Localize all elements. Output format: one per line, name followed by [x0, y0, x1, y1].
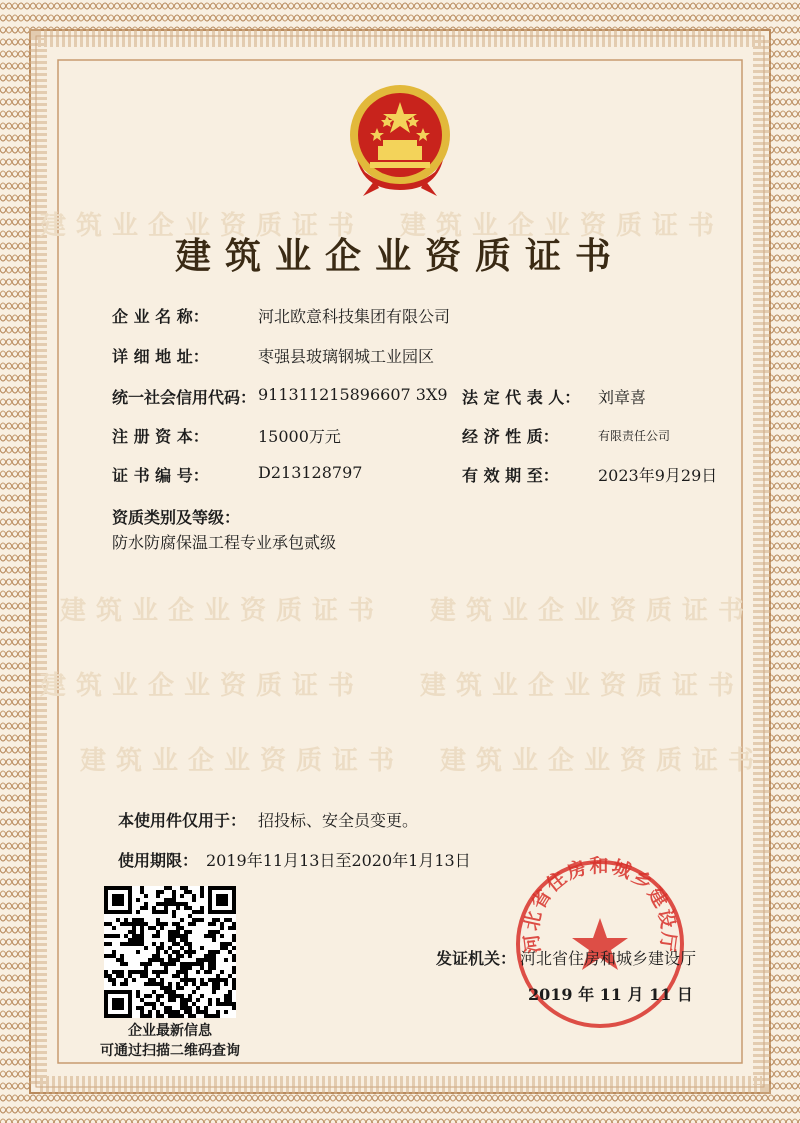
cert-no-label: 证 书 编 号：	[112, 466, 209, 485]
address-label: 详 细 地 址：	[112, 347, 209, 366]
national-emblem-icon	[345, 80, 455, 198]
issuer-label: 发证机关：	[436, 949, 517, 968]
purpose-value: 招投标、安全员变更。	[258, 811, 419, 830]
capital-value: 15000万元	[258, 427, 341, 446]
issue-date: 2019 年 11 月 11 日	[528, 985, 693, 1004]
qualification-label: 资质类别及等级：	[112, 508, 241, 527]
qualification-value: 防水防腐保温工程专业承包贰级	[112, 533, 337, 552]
period-label: 使用期限：	[118, 851, 199, 870]
valid-until-value: 2023年9月29日	[598, 466, 718, 485]
economic-type-label: 经 济 性 质：	[462, 427, 559, 446]
qr-caption-line2: 可通过扫描二维码查询	[100, 1043, 240, 1059]
valid-until-label: 有 效 期 至：	[462, 466, 559, 485]
watermark: 建筑业企业资质证书	[80, 746, 405, 776]
watermark: 建筑业企业资质证书	[430, 596, 755, 626]
certificate-title: 建筑业企业资质证书	[174, 236, 625, 277]
watermark: 建筑业企业资质证书	[40, 671, 365, 701]
purpose-label: 本使用件仅用于：	[118, 811, 247, 830]
legal-rep-label: 法 定 代 表 人：	[462, 388, 581, 407]
svg-text:河北省住房和城乡建设厅: 河北省住房和城乡建设厅	[520, 856, 680, 955]
qr-code[interactable]	[104, 886, 236, 1018]
company-name-value: 河北欧意科技集团有限公司	[258, 307, 451, 326]
capital-label: 注 册 资 本：	[112, 427, 209, 446]
watermark: 建筑业企业资质证书	[400, 211, 725, 241]
issuer-name: 河北省住房和城乡建设厅	[520, 949, 697, 968]
watermark: 建筑业企业资质证书	[40, 211, 365, 241]
watermark: 建筑业企业资质证书	[60, 596, 385, 626]
credit-code-value: 911311215896607 3X9	[258, 385, 448, 404]
official-seal	[512, 856, 688, 1032]
economic-type-value: 有限责任公司	[598, 429, 671, 443]
qr-caption-line1: 企业最新信息	[128, 1023, 212, 1039]
watermark: 建筑业企业资质证书	[440, 746, 765, 776]
credit-code-label: 统一社会信用代码：	[112, 388, 257, 407]
company-name-label: 企 业 名 称：	[112, 307, 209, 326]
cert-no-value: D213128797	[258, 463, 363, 482]
watermark: 建筑业企业资质证书	[420, 671, 745, 701]
period-value: 2019年11月13日至2020年1月13日	[206, 851, 471, 870]
legal-rep-value: 刘章喜	[598, 388, 647, 407]
address-value: 枣强县玻璃钢城工业园区	[258, 347, 435, 366]
